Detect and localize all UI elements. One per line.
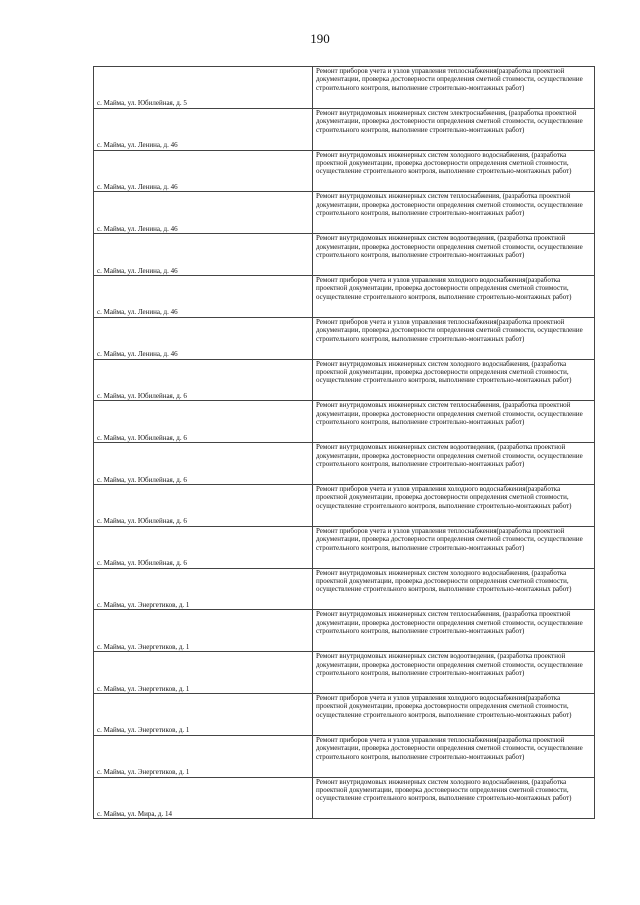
work-description-cell: Ремонт внутридомовых инженерных систем холодного водоснабжения, (разработка проектной документации, проверка достоверности определения сметной стоимости, осуществление строительного контроля, выполнение строительно-монтажных работ)	[313, 777, 595, 819]
table-row	[94, 108, 595, 150]
works-table	[93, 66, 595, 819]
table-row	[94, 67, 595, 109]
address-cell: с. Майма, ул. Ленина, д. 46	[94, 108, 313, 150]
work-description-cell: Ремонт внутридомовых инженерных систем водоотведения, (разработка проектной документации, проверка достоверности определения сметной стоимости, осуществление строительного контроля, выполнение строительно-монтажных работ)	[313, 443, 595, 485]
address-cell: с. Майма, ул. Юбилейная, д. 6	[94, 443, 313, 485]
work-description-cell: Ремонт внутридомовых инженерных систем водоотведения, (разработка проектной документации, проверка достоверности определения сметной стоимости, осуществление строительного контроля, выполнение строительно-монтажных работ)	[313, 234, 595, 276]
work-description-cell: Ремонт приборов учета и узлов управления теплоснабжения(разработка проектной документации, проверка достоверности определения сметной стоимости, осуществление строительного контроля, выполнение строительно-монтажных работ)	[313, 67, 595, 109]
address-cell: с. Майма, ул. Ленина, д. 46	[94, 275, 313, 317]
address-cell: с. Майма, ул. Энергетиков, д. 1	[94, 693, 313, 735]
work-description-cell: Ремонт внутридомовых инженерных систем холодного водоснабжения, (разработка проектной документации, проверка достоверности определения сметной стоимости, осуществление строительного контроля, выполнение строительно-монтажных работ)	[313, 359, 595, 401]
work-description-cell: Ремонт приборов учета и узлов управления теплоснабжения(разработка проектной документации, проверка достоверности определения сметной стоимости, осуществление строительного контроля, выполнение строительно-монтажных работ)	[313, 735, 595, 777]
table-row	[94, 150, 595, 192]
address-cell: с. Майма, ул. Энергетиков, д. 1	[94, 568, 313, 610]
work-description-cell: Ремонт внутридомовых инженерных систем холодного водоснабжения, (разработка проектной документации, проверка достоверности определения сметной стоимости, осуществление строительного контроля, выполнение строительно-монтажных работ)	[313, 150, 595, 192]
work-description-cell: Ремонт внутридомовых инженерных систем водоотведения, (разработка проектной документации, проверка достоверности определения сметной стоимости, осуществление строительного контроля, выполнение строительно-монтажных работ)	[313, 652, 595, 694]
address-cell: с. Майма, ул. Энергетиков, д. 1	[94, 610, 313, 652]
work-description-cell: Ремонт внутридомовых инженерных систем теплоснабжения, (разработка проектной документации, проверка достоверности определения сметной стоимости, осуществление строительного контроля, выполнение строительно-монтажных работ)	[313, 401, 595, 443]
table-row	[94, 359, 595, 401]
address-cell: с. Майма, ул. Юбилейная, д. 6	[94, 484, 313, 526]
work-description-cell: Ремонт внутридомовых инженерных систем теплоснабжения, (разработка проектной документации, проверка достоверности определения сметной стоимости, осуществление строительного контроля, выполнение строительно-монтажных работ)	[313, 192, 595, 234]
work-description-cell: Ремонт приборов учета и узлов управления холодного водоснабжения(разработка проектной документации, проверка достоверности определения сметной стоимости, осуществление строительного контроля, выполнение строительно-монтажных работ)	[313, 693, 595, 735]
address-cell: с. Майма, ул. Юбилейная, д. 6	[94, 401, 313, 443]
table-row	[94, 234, 595, 276]
table-row	[94, 484, 595, 526]
table-row	[94, 317, 595, 359]
address-cell: с. Майма, ул. Энергетиков, д. 1	[94, 652, 313, 694]
address-cell: с. Майма, ул. Юбилейная, д. 6	[94, 359, 313, 401]
table-row	[94, 610, 595, 652]
works-table-body	[94, 67, 595, 819]
work-description-cell: Ремонт внутридомовых инженерных систем холодного водоснабжения, (разработка проектной документации, проверка достоверности определения сметной стоимости, осуществление строительного контроля, выполнение строительно-монтажных работ)	[313, 568, 595, 610]
work-description-cell: Ремонт приборов учета и узлов управления теплоснабжения(разработка проектной документации, проверка достоверности определения сметной стоимости, осуществление строительного контроля, выполнение строительно-монтажных работ)	[313, 317, 595, 359]
work-description-cell: Ремонт приборов учета и узлов управления холодного водоснабжения(разработка проектной документации, проверка достоверности определения сметной стоимости, осуществление строительного контроля, выполнение строительно-монтажных работ)	[313, 275, 595, 317]
address-cell: с. Майма, ул. Ленина, д. 46	[94, 192, 313, 234]
work-description-cell: Ремонт приборов учета и узлов управления теплоснабжения(разработка проектной документации, проверка достоверности определения сметной стоимости, осуществление строительного контроля, выполнение строительно-монтажных работ)	[313, 526, 595, 568]
work-description-cell: Ремонт внутридомовых инженерных систем теплоснабжения, (разработка проектной документации, проверка достоверности определения сметной стоимости, осуществление строительного контроля, выполнение строительно-монтажных работ)	[313, 610, 595, 652]
table-row	[94, 693, 595, 735]
address-cell: с. Майма, ул. Юбилейная, д. 6	[94, 526, 313, 568]
table-row	[94, 652, 595, 694]
table-row	[94, 777, 595, 819]
address-cell: с. Майма, ул. Энергетиков, д. 1	[94, 735, 313, 777]
table-row	[94, 735, 595, 777]
table-row	[94, 192, 595, 234]
table-row	[94, 401, 595, 443]
work-description-cell: Ремонт приборов учета и узлов управления холодного водоснабжения(разработка проектной документации, проверка достоверности определения сметной стоимости, осуществление строительного контроля, выполнение строительно-монтажных работ)	[313, 484, 595, 526]
table-row	[94, 526, 595, 568]
work-description-cell: Ремонт внутридомовых инженерных систем электроснабжения, (разработка проектной документации, проверка достоверности определения сметной стоимости, осуществление строительного контроля, выполнение строительно-монтажных работ)	[313, 108, 595, 150]
address-cell: с. Майма, ул. Мира, д. 14	[94, 777, 313, 819]
table-row	[94, 443, 595, 485]
table-row	[94, 568, 595, 610]
address-cell: с. Майма, ул. Ленина, д. 46	[94, 150, 313, 192]
address-cell: с. Майма, ул. Ленина, д. 46	[94, 234, 313, 276]
table-row	[94, 275, 595, 317]
address-cell: с. Майма, ул. Юбилейная, д. 5	[94, 67, 313, 109]
address-cell: с. Майма, ул. Ленина, д. 46	[94, 317, 313, 359]
page-number: 190	[310, 31, 330, 46]
